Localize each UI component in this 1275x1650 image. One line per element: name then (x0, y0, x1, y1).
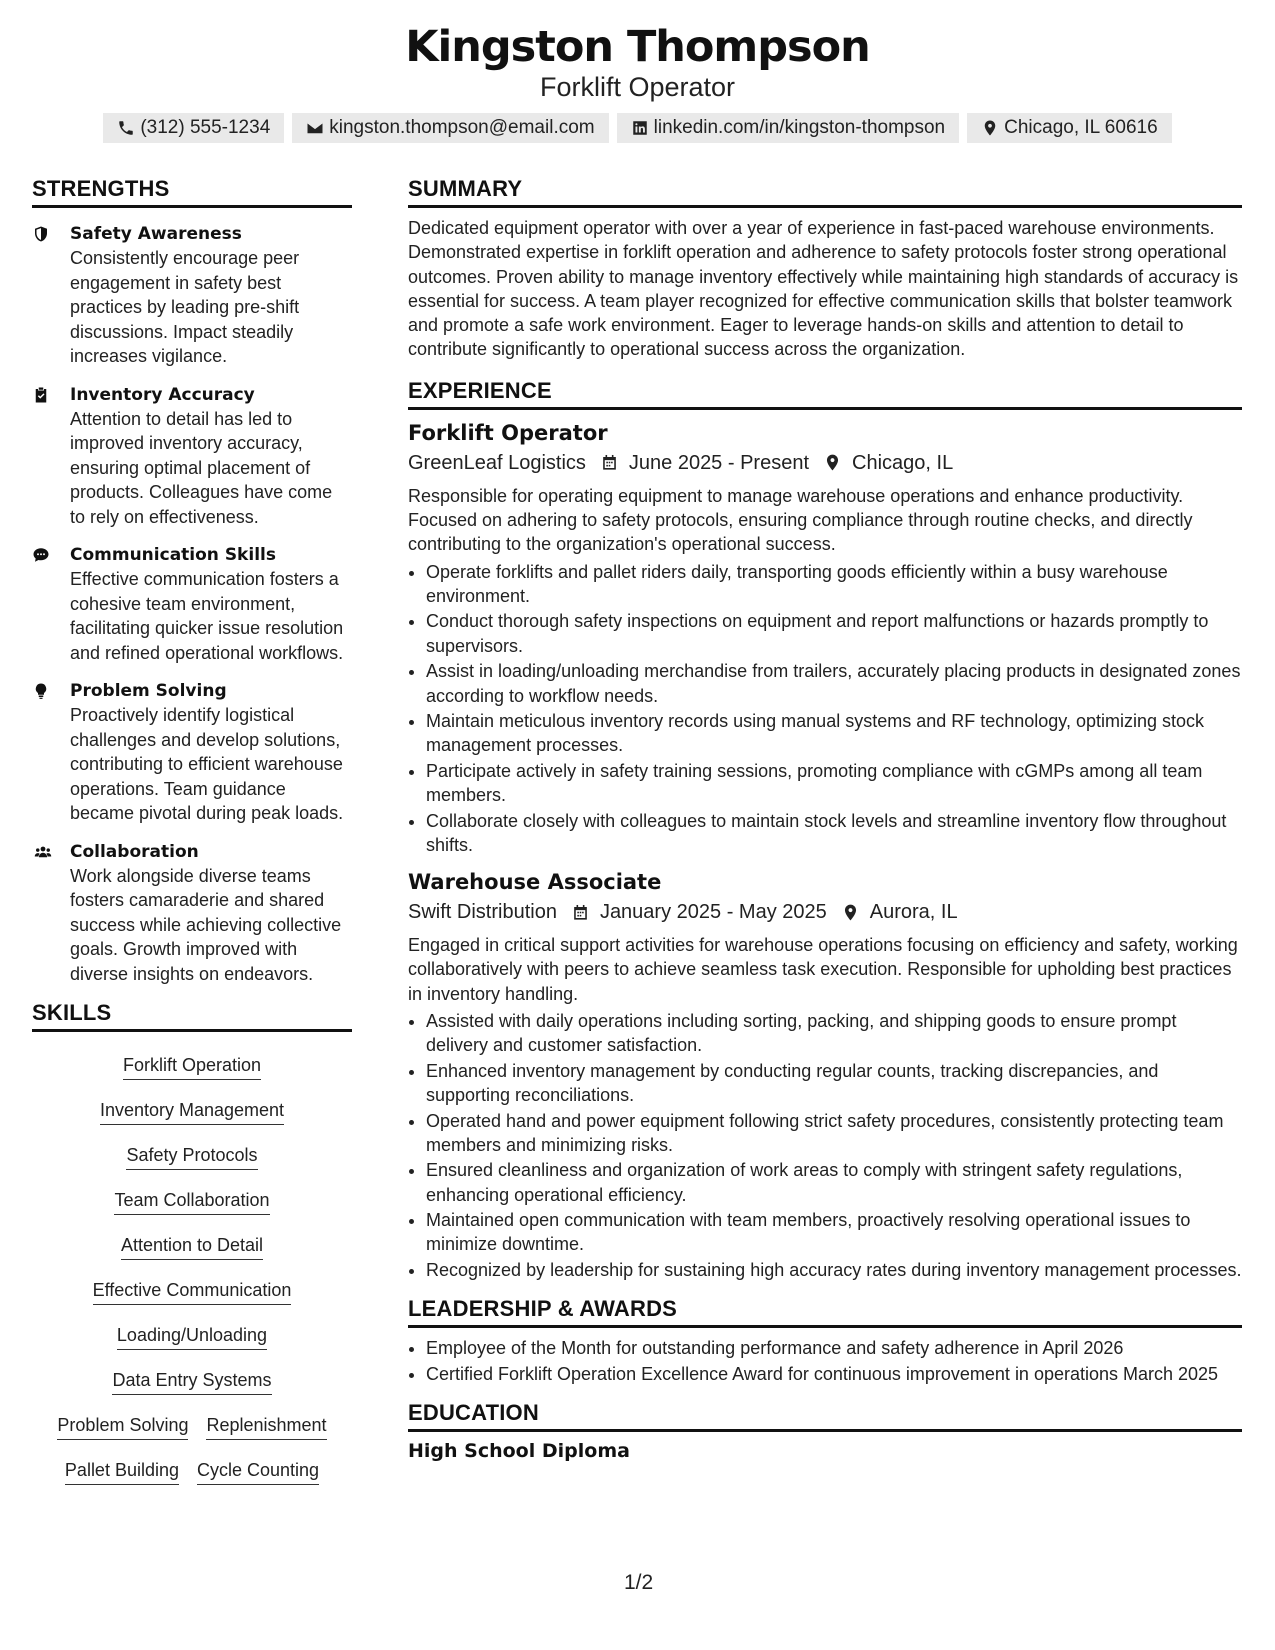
list-item: • Operate forklifts and pallet riders daily, transporting goods efficiently within a busy warehouse environment. (426, 560, 1242, 609)
contact-phone[interactable] (103, 113, 284, 143)
skill-tag: Cycle Counting (197, 1459, 319, 1485)
strength-desc: Work alongside diverse teams fosters camaraderie and shared success while achieving collective goals. Growth improved with diverse insights on endeavors. (70, 865, 342, 984)
list-item: • Certified Forklift Operation Excellence Award for continuous improvement in operations March 2025 (426, 1362, 1242, 1386)
list-item: • Maintained open communication with team members, proactively resolving operational issues to minimize downtime. (426, 1208, 1242, 1257)
skill-tag: Inventory Management (100, 1099, 284, 1125)
list-item: • Enhanced inventory management by conducting regular counts, tracking discrepancies, and supporting reconciliations. (426, 1059, 1242, 1108)
job-title: Forklift Operator (539, 72, 736, 102)
contact-phone-text: (312) 555-1234 (140, 117, 271, 138)
clipboard-check-icon (32, 386, 50, 404)
envelope-icon (306, 119, 324, 137)
contact-location (967, 113, 1172, 143)
strength-item (32, 840, 352, 987)
skill-tag: Team Collaboration (114, 1189, 269, 1215)
strength-title: Collaboration (70, 841, 199, 862)
experience-entry (408, 867, 1242, 1282)
list-item: • Maintain meticulous inventory records using manual systems and RF technology, optimizing stock management processes. (426, 709, 1242, 758)
skill-tag: Effective Communication (93, 1279, 292, 1305)
list-item: • Recognized by leadership for sustaining high accuracy rates during inventory management processes. (426, 1258, 1242, 1282)
list-item: • Employee of the Month for outstanding performance and safety adherence in April 2026 (426, 1336, 1242, 1360)
strength-item (32, 679, 352, 826)
skill-tag: Attention to Detail (121, 1234, 263, 1260)
calendar-icon (571, 903, 590, 922)
candidate-name: Kingston Thompson (405, 22, 870, 72)
experience-company: GreenLeaf Logistics (408, 451, 586, 474)
awards-list (408, 1336, 1242, 1386)
skill-tag: Safety Protocols (126, 1144, 257, 1170)
lightbulb-icon (32, 682, 50, 700)
summary-text: Dedicated equipment operator with over a year of experience in fast-paced warehouse environments. Demonstrated expertise in forklift operation and adherence to safety protocols foster strong operational outcomes. Proven ability to manage inventory effectively while maintaining high standards of accuracy is essential for success. A team player recognized for effective communication skills that bolster teamwork and promote a safe work environment. Eager to leverage hands-on skills and attention to detail to contribute significantly to operational success across the organization. (408, 218, 1239, 360)
strength-desc: Consistently encourage peer engagement in safety best practices by leading pre-shift discussions. Impact steadily increases vigilance. (70, 248, 300, 366)
list-item: • Assist in loading/unloading merchandise from trailers, accurately placing products in designated zones according to workflow needs. (426, 659, 1242, 708)
experience-description: Responsible for operating equipment to manage warehouse operations and enhance productivity. Focused on adhering to safety protocols, ensuring compliance through routine checks, and directly contributing to the organization's operational success. (408, 485, 1193, 555)
experience-job-title: Warehouse Associate (408, 870, 662, 895)
location-pin-icon (841, 903, 860, 922)
strength-title: Communication Skills (70, 545, 276, 565)
experience-bullets (408, 1009, 1242, 1282)
contact-email[interactable] (292, 113, 608, 143)
experience-dates: June 2025 - Present (628, 451, 810, 474)
skill-tag: Data Entry Systems (112, 1369, 271, 1395)
phone-icon (117, 119, 135, 137)
skills-heading: SKILLS (32, 1000, 352, 1032)
contact-email-text: kingston.thompson@email.com (329, 117, 595, 138)
strength-item (32, 222, 352, 369)
right-column (408, 176, 1242, 1462)
contact-bar (0, 113, 1275, 143)
location-pin-icon (823, 453, 842, 472)
users-icon (32, 843, 54, 861)
strength-desc: Attention to detail has led to improved inventory accuracy, ensuring optimal placement of products. Colleagues have come to rely on effectiveness. (70, 408, 333, 527)
strength-item (32, 543, 352, 665)
strength-desc: Proactively identify logistical challenges and develop solutions, contributing to efficient warehouse operations. Team guidance became pivotal during peak loads. (70, 705, 344, 823)
contact-location-text: Chicago, IL 60616 (1004, 117, 1158, 138)
skill-tag: Problem Solving (57, 1414, 188, 1440)
skill-tag: Replenishment (206, 1414, 326, 1440)
awards-heading: LEADERSHIP & AWARDS (408, 1296, 1242, 1328)
shield-icon (32, 225, 50, 243)
strength-desc: Effective communication fosters a cohesive team environment, facilitating quicker issue resolution and refined operational workflows. (70, 569, 344, 663)
experience-heading: EXPERIENCE (408, 378, 1242, 410)
skills-list (32, 1042, 352, 1492)
education-heading: EDUCATION (408, 1400, 1242, 1432)
summary-heading: SUMMARY (408, 176, 1242, 208)
experience-company: Swift Distribution (408, 901, 557, 924)
experience-bullets (408, 560, 1242, 858)
skill-tag: Forklift Operation (123, 1054, 261, 1080)
location-pin-icon (981, 119, 999, 137)
list-item: • Assisted with daily operations including sorting, packing, and shipping goods to ensure prompt delivery and customer satisfaction. (426, 1009, 1242, 1058)
experience-entry (408, 418, 1242, 857)
experience-location: Chicago, IL (852, 451, 954, 474)
left-column (32, 176, 352, 1492)
experience-location: Aurora, IL (869, 901, 958, 924)
strength-title: Safety Awareness (70, 224, 242, 244)
contact-linkedin-text: linkedin.com/in/kingston-thompson (653, 117, 946, 138)
list-item: • Ensured cleanliness and organization of work areas to comply with stringent safety regulations, enhancing operational efficiency. (426, 1158, 1242, 1207)
list-item: • Operated hand and power equipment following strict safety procedures, consistently protecting team members and minimizing risks. (426, 1109, 1242, 1158)
skill-tag: Loading/Unloading (117, 1324, 267, 1350)
speech-bubble-icon (32, 546, 50, 564)
strength-title: Inventory Accuracy (70, 384, 255, 405)
experience-dates: January 2025 - May 2025 (599, 901, 827, 924)
list-item: • Conduct thorough safety inspections on equipment and report malfunctions or hazards promptly to supervisors. (426, 609, 1242, 658)
contact-linkedin[interactable] (617, 113, 960, 143)
strength-item (32, 383, 352, 530)
experience-description: Engaged in critical support activities for warehouse operations focusing on efficiency and safety, working collaboratively with peers to achieve seamless task execution. Responsible for upholding best practices in inventory handling. (408, 935, 1238, 1004)
page-number: 1/2 (624, 1571, 654, 1594)
skill-tag: Pallet Building (65, 1459, 179, 1485)
list-item: • Collaborate closely with colleagues to maintain stock levels and streamline inventory flow throughout shifts. (426, 809, 1242, 858)
experience-job-title: Forklift Operator (408, 420, 608, 445)
linkedin-icon (631, 119, 649, 137)
strength-title: Problem Solving (70, 681, 227, 701)
calendar-icon (600, 453, 619, 472)
education-degree: High School Diploma (408, 1440, 630, 1463)
strengths-heading: STRENGTHS (32, 176, 352, 208)
list-item: • Participate actively in safety training sessions, promoting compliance with cGMPs among all team members. (426, 759, 1242, 808)
